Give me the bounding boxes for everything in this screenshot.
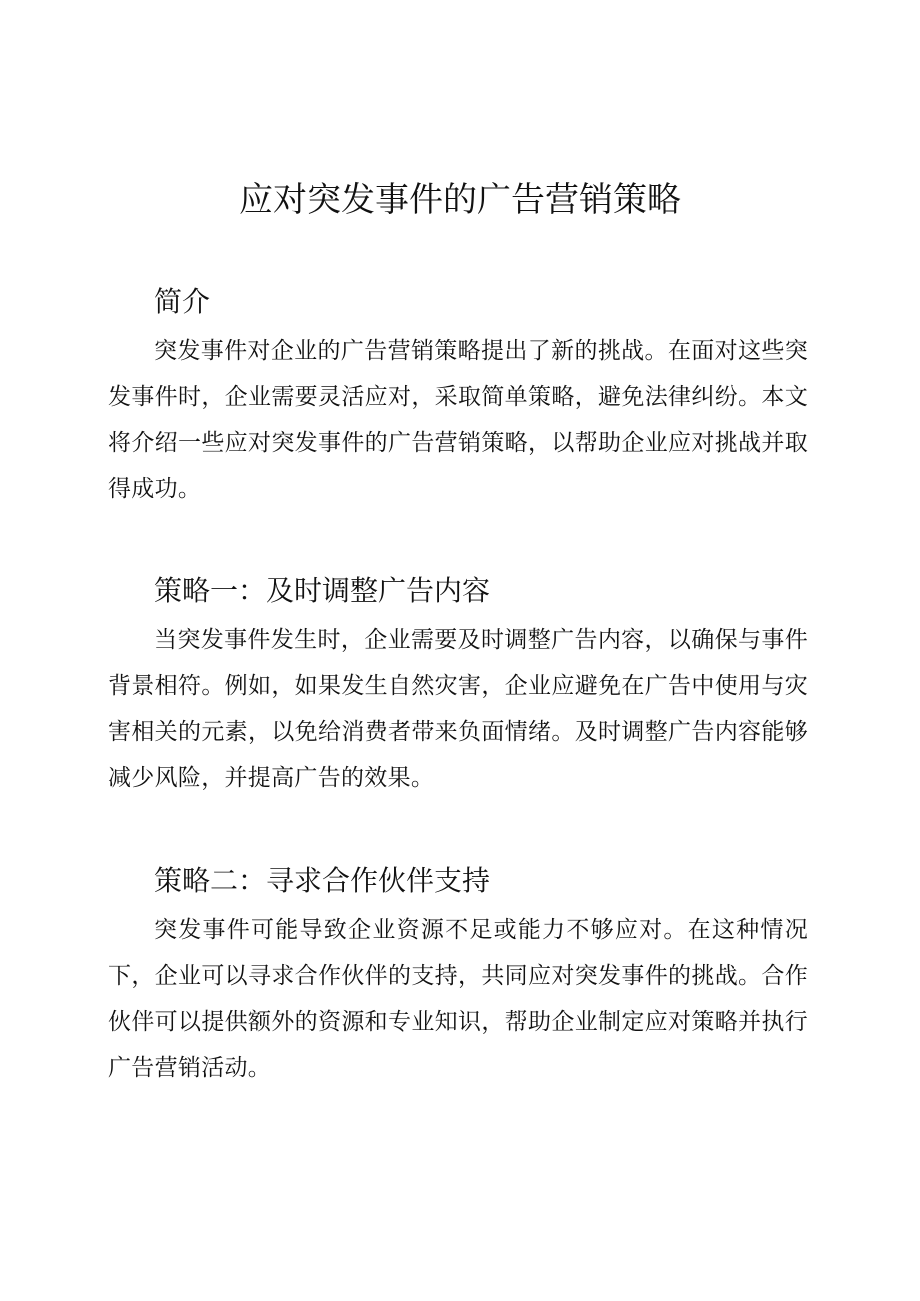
section-strategy-one [108, 571, 808, 801]
section-heading: 策略一：及时调整广告内容 [154, 574, 491, 607]
section-heading: 策略二：寻求合作伙伴支持 [154, 864, 491, 897]
section-paragraph: 当突发事件发生时，企业需要及时调整广告内容，以确保与事件背景相符。例如，如果发生自然灾害，企业应避免在广告中使用与灾害相关的元素，以免给消费者带来负面情绪。及时调整广告内容能够减少风险，并提高广告的效果。 [108, 627, 808, 791]
section-heading: 简介 [154, 285, 211, 318]
document-title: 应对突发事件的广告营销策略 [239, 180, 681, 220]
section-introduction [108, 282, 808, 512]
section-strategy-two [108, 861, 808, 1091]
section-paragraph: 突发事件可能导致企业资源不足或能力不够应对。在这种情况下，企业可以寻求合作伙伴的支持，共同应对突发事件的挑战。合作伙伴可以提供额外的资源和专业知识，帮助企业制定应对策略并执行广告营销活动。 [108, 917, 808, 1081]
section-paragraph: 突发事件对企业的广告营销策略提出了新的挑战。在面对这些突发事件时，企业需要灵活应对，采取简单策略，避免法律纠纷。本文将介绍一些应对突发事件的广告营销策略，以帮助企业应对挑战并取得成功。 [108, 338, 808, 502]
